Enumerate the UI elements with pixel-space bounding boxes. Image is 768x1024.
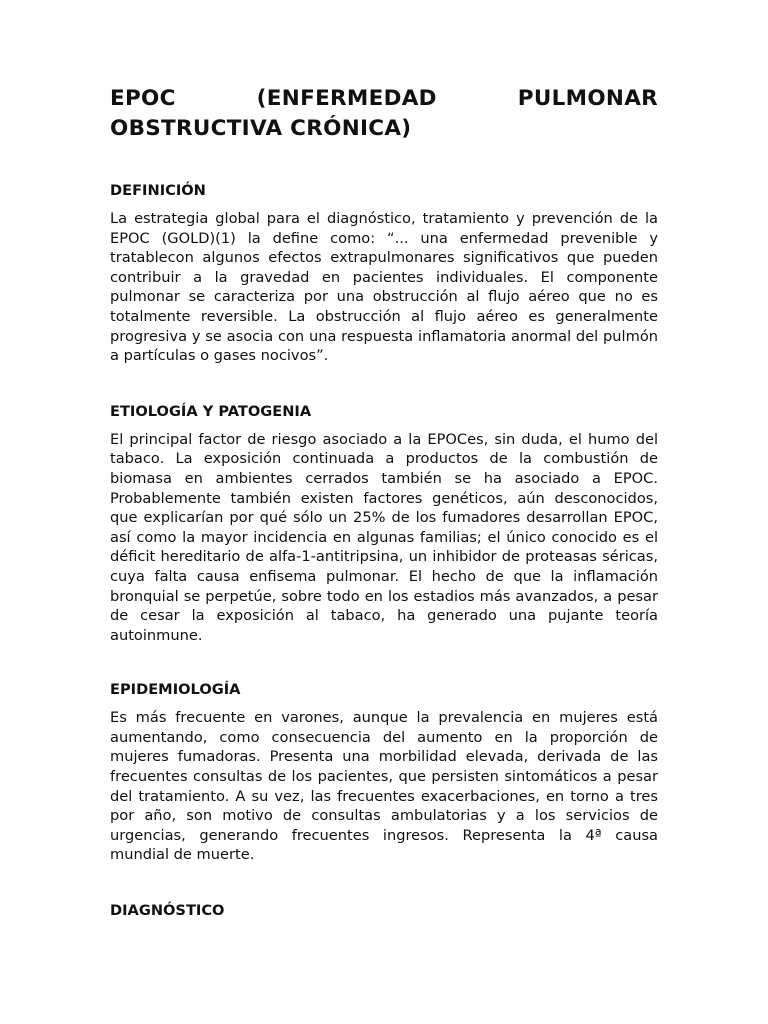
section-heading-epidemiologia: EPIDEMIOLOGÍA xyxy=(110,681,241,699)
section-heading-etiologia: ETIOLOGÍA Y PATOGENIA xyxy=(110,402,312,420)
section-body-etiologia: El principal factor de riesgo asociado a la EPOCes, sin duda, el humo del tabaco. La exposición continuada a productos de la combustión de biomasa en ambientes cerrados también se ha asociado a EPOC. Probablemente también existen factores genéticos, aún desconocidos, que explicarían por qué sólo un 25% de los fumadores desarrollan EPOC, así como la mayor incidencia en algunas familias; el único conocido es el déficit hereditario de alfa-1-antitripsina, un inhibidor de proteasas séricas, cuya falta causa enfisema pulmonar. El hecho de que la inflamación bronquial se perpetúe, sobre todo en los estadios más avanzados, a pesar de cesar la exposición al tabaco, ha generado una pujante teoría autoinmune. xyxy=(110,430,658,644)
document-title-line-2: OBSTRUCTIVA CRÓNICA) xyxy=(110,116,412,141)
document-title xyxy=(110,84,658,144)
section-body-epidemiologia: Es más frecuente en varones, aunque la prevalencia en mujeres está aumentando, como consecuencia del aumento en la proporción de mujeres fumadoras. Presenta una morbilidad elevada, derivada de las frecuentes consultas de los pacientes, que persisten sintomáticos a pesar del tratamiento. A su vez, las frecuentes exacerbaciones, en torno a tres por año, son motivo de consultas ambulatorias y a los servicios de urgencias, generando frecuentes ingresos. Representa la 4ª causa mundial de muerte. xyxy=(110,709,658,864)
section-body-definicion: La estrategia global para el diagnóstico, tratamiento y prevención de la EPOC (GOLD)(1) la define como: “... una enfermedad prevenible y tratablecon algunos efectos extrapulmonares significativos que pueden contribuir a la gravedad en pacientes individuales. El componente pulmonar se caracteriza por una obstrucción al flujo aéreo que no es totalmente reversible. La obstrucción al flujo aéreo es generalmente progresiva y se asocia con una respuesta inflamatoria anormal del pulmón a partículas o gases nocivos”. xyxy=(110,210,658,365)
section-heading-diagnostico: DIAGNÓSTICO xyxy=(110,902,225,920)
document-title-line-1: EPOC (ENFERMEDAD PULMONAR xyxy=(110,86,658,111)
document-page xyxy=(110,84,658,921)
section-heading-definicion: DEFINICIÓN xyxy=(110,182,206,199)
